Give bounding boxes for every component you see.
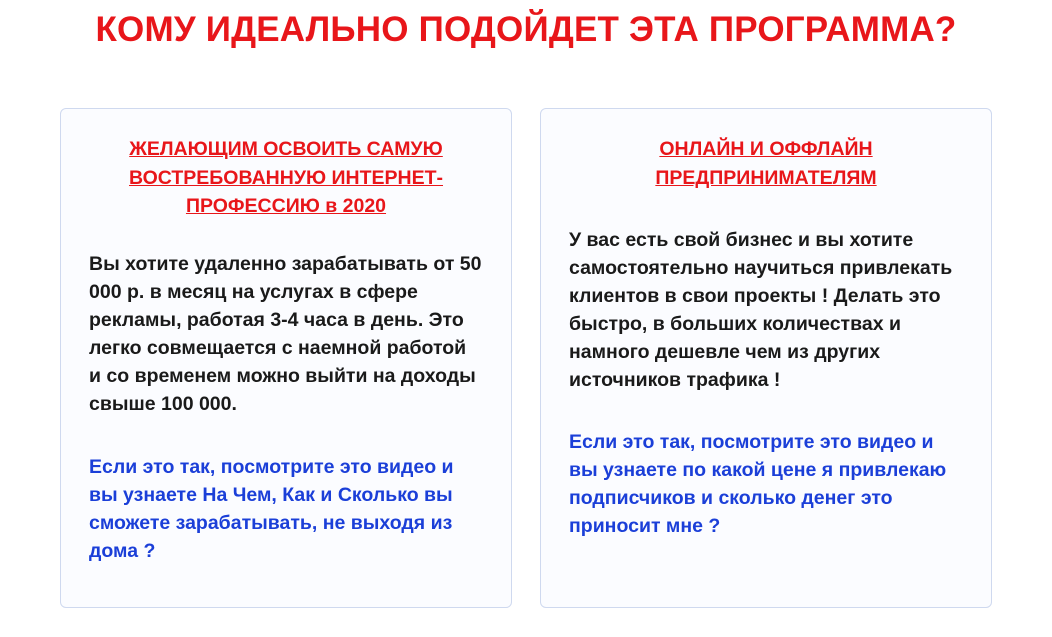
card-heading-entrepreneurs: ОНЛАЙН И ОФФЛАЙН ПРЕДПРИНИМАТЕЛЯМ — [655, 138, 877, 189]
card-cta-profession: Если это так, посмотрите это видео и вы узнаете На Чем, Как и Сколько вы сможете зарабатывать, не выходя из дома ? — [89, 455, 454, 562]
audience-card-entrepreneurs — [540, 108, 992, 608]
card-body-profession: Вы хотите удаленно зарабатывать от 50 000 р. в месяц на услугах в сфере рекламы, работая 3-4 часа в день. Это легко совмещается с наемной работой и со временем можно выйти на доходы свыше 100 000. — [89, 253, 482, 416]
audience-cards-row — [0, 108, 1052, 608]
page-title: КОМУ ИДЕАЛЬНО ПОДОЙДЕТ ЭТА ПРОГРАММА? — [95, 10, 957, 49]
card-heading-profession: ЖЕЛАЮЩИМ ОСВОИТЬ САМУЮ ВОСТРЕБОВАННУЮ ИНТЕРНЕТ-ПРОФЕССИЮ в 2020 — [129, 138, 443, 217]
card-body-entrepreneurs: У вас есть свой бизнес и вы хотите самостоятельно научиться привлекать клиентов в свои проекты ! Делать это быстро, в больших количествах и намного дешевле чем из других источников трафика ! — [569, 228, 953, 392]
card-cta-entrepreneurs: Если это так, посмотрите это видео и вы узнаете по какой цене я привлекаю подписчиков и сколько денег это приносит мне ? — [569, 431, 947, 538]
audience-card-profession — [60, 108, 512, 608]
